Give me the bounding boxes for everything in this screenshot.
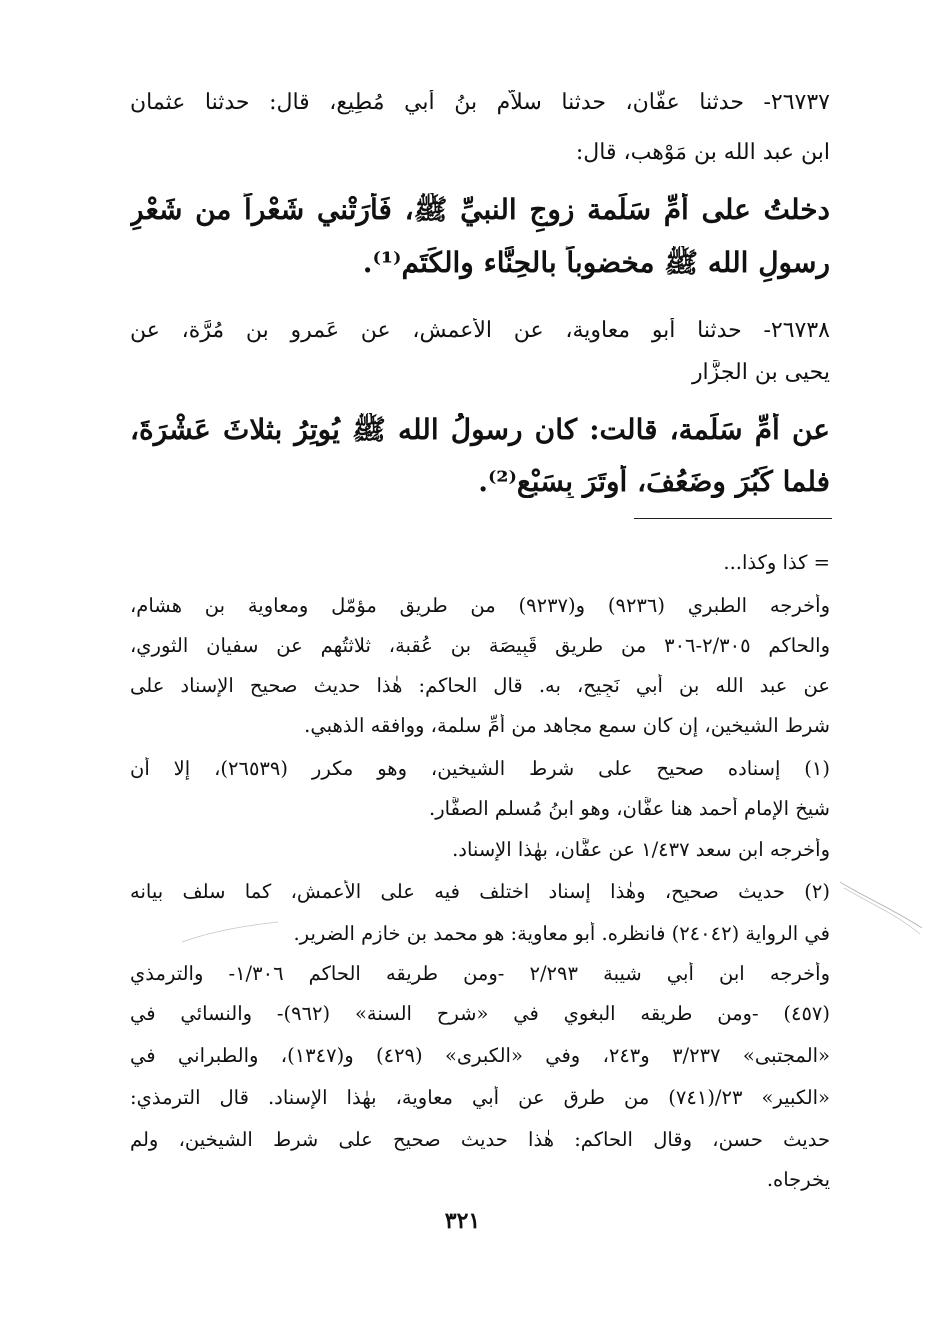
footnote-2-line: حديث حسن، وقال الحاكم: هٰذا حديث صحيح على شرط الشيخين، ولم [130,1128,830,1151]
footnote-1-line: شيخ الإمام أحمد هنا عفَّان، وهو ابنُ مُسلم الصفَّار. [429,797,830,820]
footnote-1-line: (١) إسناده صحيح على شرط الشيخين، وهو مكرر (٢٦٥٣٩)، إلا أن [130,757,830,780]
hadith-1-text-line-1: دخلتُ على أمِّ سَلَمة زوجِ النبيِّ ﷺ، فَأَرَتْني شَعْراً من شَعْرِ [130,193,830,226]
footnote-separator [634,518,832,519]
footnote-2-line: يخرجاه. [766,1168,830,1191]
hadith-2-text-line-2: فلما كَبُرَ وضَعُفَ، أوتَرَ بِسَبْعٍ⁽²⁾. [478,465,830,498]
footnote-line: والحاكم ٢/٣٠٥-٣٠٦ من طريق قَبِيصَة بن عُقبة، ثلاثتُهم عن سفيان الثوري، [130,634,830,657]
pencil-annotation-mark [836,878,925,938]
footnote-2-line: «الكبير» ٢٣/(٧٤١) من طرق عن أبي معاوية، بهٰذا الإسناد. قال الترمذي: [130,1086,830,1109]
footnote-2-line: «المجتبى» ٣/٢٣٧ و٢٤٣، وفي «الكبرى» (٤٢٩) و(١٣٤٧)، والطبراني في [130,1044,830,1067]
hadith-1-chain-line-1: ٢٦٧٣٧- حدثنا عفَّان، حدثنا سلاَّم بنُ أبي مُطِيع، قال: حدثنا عثمان [130,90,830,115]
footnote-2-line: (٤٥٧) -ومن طريقه البغوي في «شرح السنة» (٩٦٢)- والنسائي في [130,1002,830,1025]
hadith-2-chain-line-2: يحيى بن الجزَّار [691,360,830,385]
hadith-2-chain-line-1: ٢٦٧٣٨- حدثنا أبو معاوية، عن الأعمش، عن عَمرو بن مُرَّة، عن [130,318,830,343]
pencil-underline-mark [180,918,280,948]
hadith-1-text-line-2: رسولِ الله ﷺ مخضوباً بالحِنَّاء والكَتَم⁽¹⁾. [362,246,830,279]
footnote-line-continuation: = كذا وكذا... [723,551,830,574]
hadith-2-text-line-1: عن أمِّ سَلَمة، قالت: كان رسولُ الله ﷺ يُوتِرُ بثلاثَ عَشْرَةَ، [130,413,830,446]
hadith-1-chain-line-2: ابن عبد الله بن مَوْهب، قال: [575,140,830,165]
footnote-2-line: وأخرجه ابن أبي شيبة ٢/٢٩٣ -ومن طريقه الحاكم ١/٣٠٦- والترمذي [130,962,830,985]
footnote-line: وأخرجه الطبري (٩٢٣٦) و(٩٢٣٧) من طريق مؤمّل ومعاوية بن هشام، [130,594,830,617]
page-number: ٣٢١ [444,1208,481,1234]
footnote-2-line: (٢) حديث صحيح، وهٰذا إسناد اختلف فيه على الأعمش، كما سلف بيانه [130,880,830,903]
footnote-1-line: وأخرجه ابن سعد ١/٤٣٧ عن عفَّان، بهٰذا الإسناد. [452,838,830,861]
footnote-line: شرط الشيخين، إن كان سمع مجاهد من أمِّ سلمة، ووافقه الذهبي. [304,714,830,737]
footnote-line: عن عبد الله بن أبي نَجِيح، به. قال الحاكم: هٰذا حديث صحيح الإسناد على [130,674,830,697]
footnote-2-line: في الرواية (٢٤٠٤٢) فانظره. أبو معاوية: هو محمد بن خازم الضرير. [293,922,830,945]
